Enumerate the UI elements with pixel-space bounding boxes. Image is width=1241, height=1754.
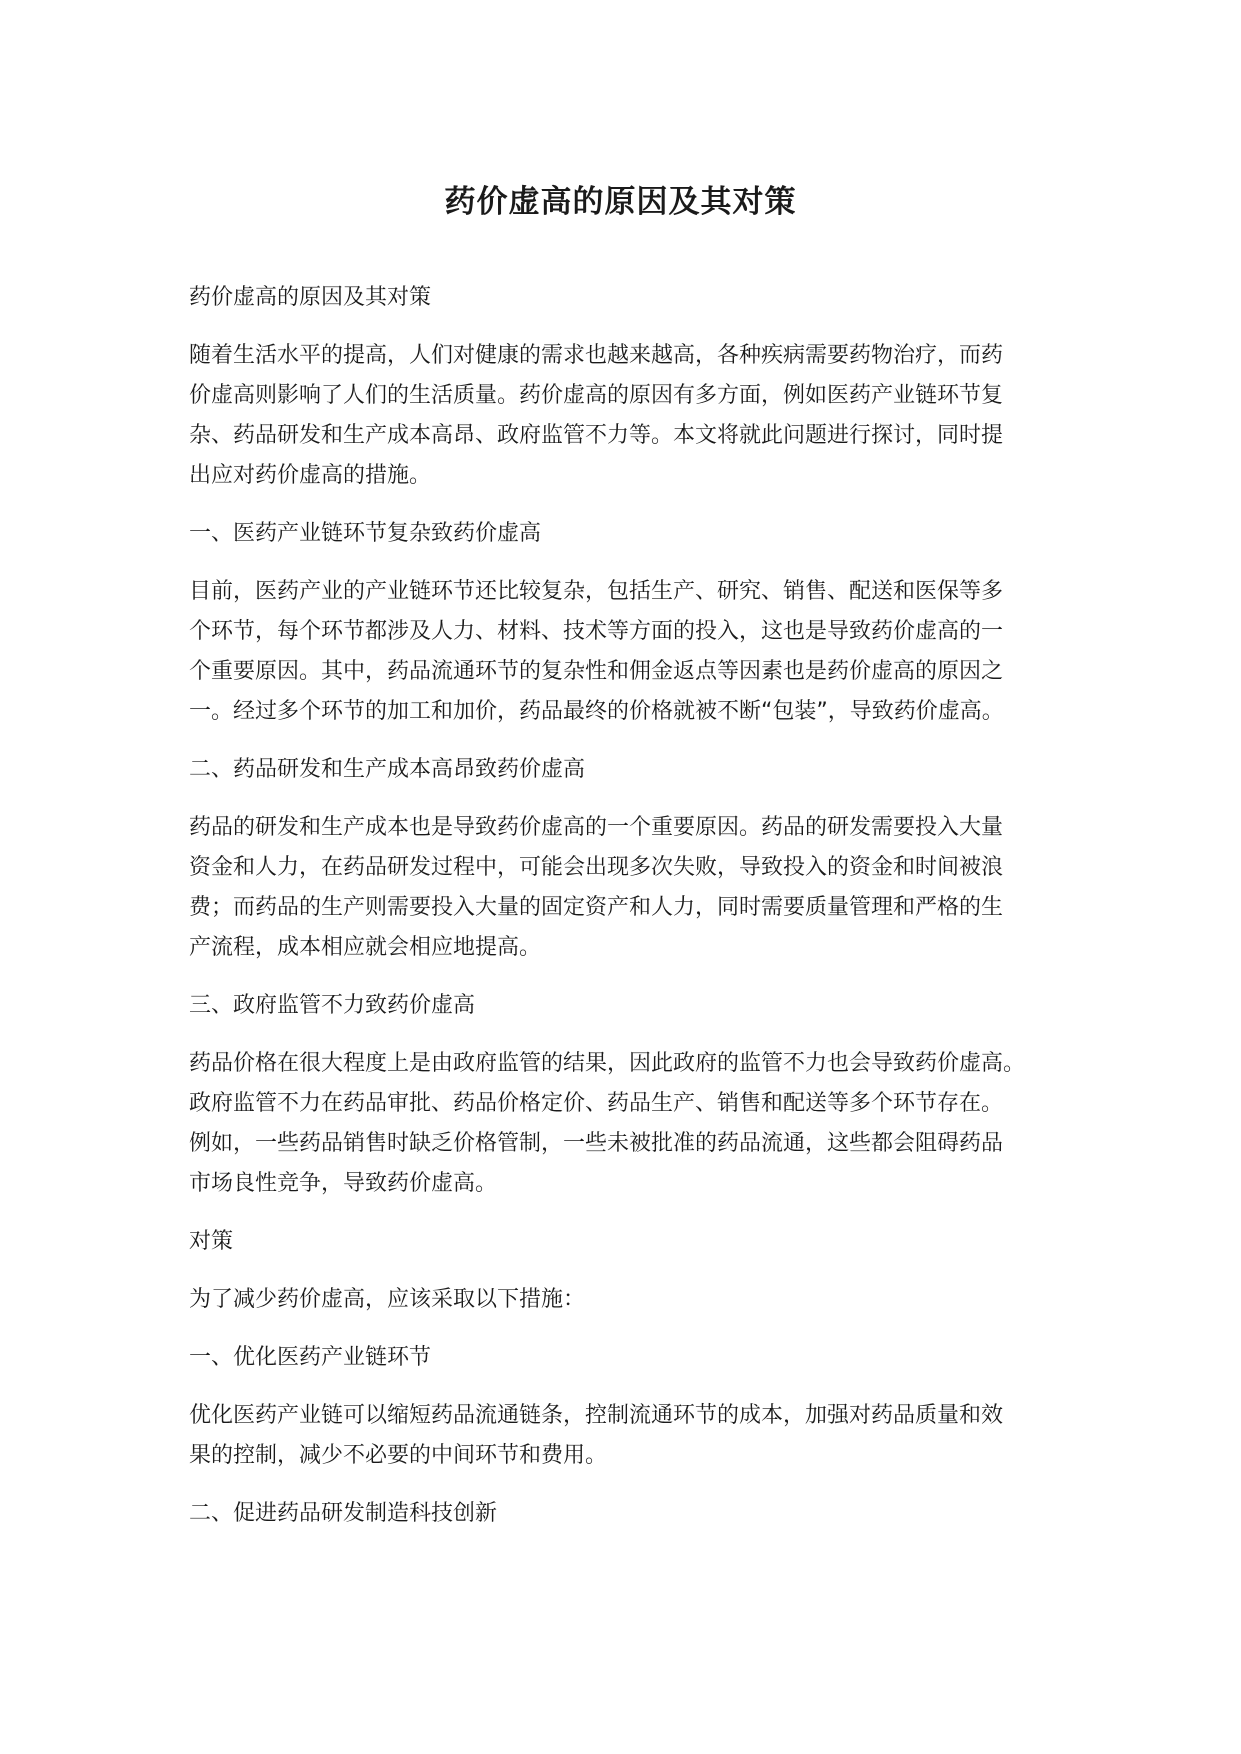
text-line: 对策: [189, 1229, 234, 1254]
text-line: 目前，医药产业的产业链环节还比较复杂，包括生产、研究、销售、配送和医保等多: [189, 579, 1004, 604]
section-heading: [189, 750, 1069, 790]
text-line: 随着生活水平的提高，人们对健康的需求也越来越高，各种疾病需要药物治疗，而药: [189, 343, 1004, 368]
page-title: 药价虚高的原因及其对策: [444, 184, 797, 220]
text-line: 药价虚高的原因及其对策: [189, 285, 432, 310]
paragraph: [189, 336, 1069, 496]
paragraph: [189, 1280, 1069, 1320]
text-line: 果的控制，减少不必要的中间环节和费用。: [189, 1443, 608, 1468]
text-line: 一、医药产业链环节复杂致药价虚高: [189, 521, 542, 546]
paragraph: [189, 1044, 1069, 1204]
text-line: 优化医药产业链可以缩短药品流通链条，控制流通环节的成本，加强对药品质量和效: [189, 1403, 1004, 1428]
text-line: 二、促进药品研发制造科技创新: [189, 1501, 498, 1526]
text-line: 产流程，成本相应就会相应地提高。: [189, 935, 542, 960]
text-line: 一。经过多个环节的加工和加价，药品最终的价格就被不断“包装”，导致药价虚高。: [189, 699, 1004, 724]
section-heading: [189, 514, 1069, 554]
text-line: 杂、药品研发和生产成本高昂、政府监管不力等。本文将就此问题进行探讨，同时提: [189, 423, 1004, 448]
text-line: 一、优化医药产业链环节: [189, 1345, 432, 1370]
paragraph: [189, 808, 1069, 968]
section-heading: [189, 278, 1069, 318]
section-heading: [189, 1338, 1069, 1378]
text-line: 个环节，每个环节都涉及人力、材料、技术等方面的投入，这也是导致药价虚高的一: [189, 619, 1004, 644]
text-line: 三、政府监管不力致药价虚高: [189, 993, 476, 1018]
text-line: 政府监管不力在药品审批、药品价格定价、药品生产、销售和配送等多个环节存在。: [189, 1091, 1004, 1116]
document-body: [189, 278, 1069, 1552]
paragraph: [189, 572, 1069, 732]
text-line: 市场良性竞争，导致药价虚高。: [189, 1171, 498, 1196]
text-line: 例如，一些药品销售时缺乏价格管制，一些未被批准的药品流通，这些都会阻碍药品: [189, 1131, 1004, 1156]
section-heading: [189, 986, 1069, 1026]
section-heading: [189, 1222, 1069, 1262]
paragraph: [189, 1396, 1069, 1476]
text-line: 二、药品研发和生产成本高昂致药价虚高: [189, 757, 586, 782]
section-heading: [189, 1494, 1069, 1534]
text-line: 费；而药品的生产则需要投入大量的固定资产和人力，同时需要质量管理和严格的生: [189, 895, 1004, 920]
text-line: 药品价格在很大程度上是由政府监管的结果，因此政府的监管不力也会导致药价虚高。: [189, 1051, 1026, 1076]
text-line: 出应对药价虚高的措施。: [189, 463, 432, 488]
text-line: 个重要原因。其中，药品流通环节的复杂性和佣金返点等因素也是药价虚高的原因之: [189, 659, 1004, 684]
text-line: 资金和人力，在药品研发过程中，可能会出现多次失败，导致投入的资金和时间被浪: [189, 855, 1004, 880]
text-line: 为了减少药价虚高，应该采取以下措施：: [189, 1287, 586, 1312]
text-line: 价虚高则影响了人们的生活质量。药价虚高的原因有多方面，例如医药产业链环节复: [189, 383, 1004, 408]
text-line: 药品的研发和生产成本也是导致药价虚高的一个重要原因。药品的研发需要投入大量: [189, 815, 1004, 840]
